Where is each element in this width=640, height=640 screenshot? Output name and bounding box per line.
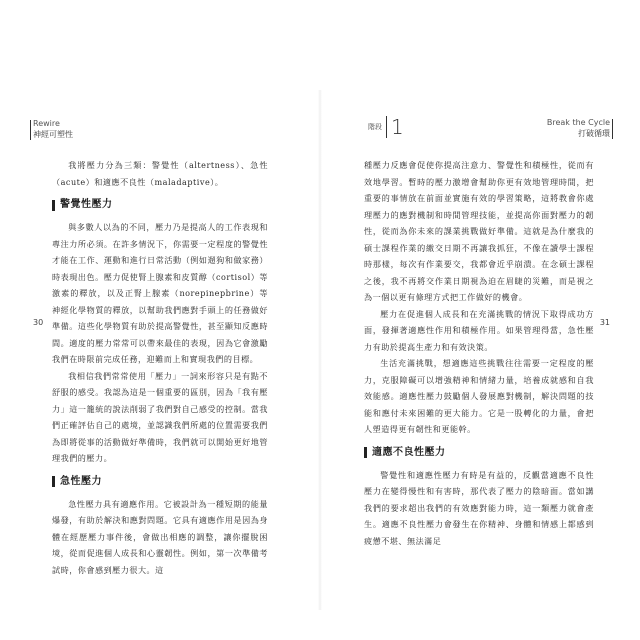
section-heading-maladaptive [364, 445, 594, 461]
page-number-right: 31 [599, 318, 610, 327]
section-heading-acute [52, 474, 268, 490]
heading-marker [52, 476, 55, 487]
heading-text: 急性壓力 [60, 475, 102, 487]
paragraph: 急性壓力具有適應作用。它被設計為一種短期的能量爆發，有助於解決和應對問題。它具有適應作用是因為身體在經歷壓力事件後，會做出相應的調整，讓你擺脫困境，從而促進個人成長和心靈韌性。例如，第一次準備考試時，你會感到壓力很大。這 [52, 498, 268, 575]
paragraph: 種壓力反應會促使你提高注意力、警覺性和積極性，從而有效地學習。暫時的壓力激增會幫助你更有效地管理時間，把重要的事情放在前面並實施有效的學習策略，這將教會你處理壓力的應對機制和時間管理技能，並提高你面對壓力的韌性，從而為你未來的課業挑戰做好準備。這就是為什麼我的碩士課程作業的繳交日期不再讓我抓狂，不像在讀學士課程時那樣，每次有作業要交，我都會近乎崩潰。在念碩士課程之後，我不再將交作業日期視為迫在眉睫的災難，而是視之為一個以更有條理方式把工作做好的機會。 [364, 160, 594, 302]
running-header-left [33, 118, 73, 140]
paragraph: 警覺性和適應性壓力有時是有益的，反觀當適應不良性壓力在變得慢性和有害時，那代表了壓力的陰暗面。當如講我們的要求超出我們的有效應對能力時，這一類壓力就會產生。適應不良性壓力會發生在你精神、身體和情感上都感到疲憊不堪、無法滿足 [364, 469, 594, 546]
header-chapter-subtitle: 打破循環 [578, 129, 610, 138]
chapter-step-marker [368, 116, 404, 138]
paragraph: 壓力在促進個人成長和在充滿挑戰的情況下取得成功方面，發揮著適應性作用和積極作用。如果管理得當，急性壓力有助於提高生產力和有效決策。 [364, 308, 594, 352]
paragraph: 與多數人以為的不同，壓力乃是提高人的工作表現和專注力所必須。在許多情況下，你需要一定程度的警覺性才能在工作、運動和進行日常活動（例如遛狗和做家務）時表現出色。壓力促使腎上腺素和皮質醇（cortisol）等激素的釋放，以及正腎上腺素（norepinepbrine）等神經化學物質的釋放，以幫助我們應對手頭上的任務做好準備。這些化學物質有助於提高警覺性，甚至顯知反應時間。適度的壓力常常可以帶來最佳的表現，因為它會激勵我們在時限前完成任務，迎難而上和實現我們的目標。 [52, 222, 268, 364]
header-book-title: Rewire [33, 119, 60, 128]
left-body-text [52, 157, 268, 578]
running-header-right [547, 117, 610, 139]
right-body-text [364, 157, 594, 549]
header-book-subtitle: 神經可塑性 [33, 130, 73, 139]
header-chapter-title: Break the Cycle [546, 118, 610, 127]
heading-text: 警覺性壓力 [60, 199, 113, 210]
right-page [320, 0, 640, 640]
header-rule [30, 120, 31, 140]
step-divider [386, 116, 387, 138]
intro-paragraph: 我將壓力分為三類：警覺性（altertness）、急性（acute）和適應不良性（maladaptive）。 [52, 160, 268, 187]
heading-text: 適應不良性壓力 [372, 446, 446, 458]
paragraph: 我相信我們常常使用「壓力」一詞來形容只是有點不舒服的感受。我認為這是一個重要的區別，因為「我有壓力」這一籠統的說法削弱了我們對自己感受的控制。當我們正確評估自己的處境，並認識我們所處的位置需要我們為即將從事的活動做好準備時，我們就可以開始更好地管理我們的壓力。 [52, 370, 268, 463]
paragraph: 生活充滿挑戰，想適應這些挑戰往往需要一定程度的壓力，克服障礙可以增強精神和情緒力量，培養成就感和自我效能感。適應性壓力鼓勵個人發展應對機制，解決問題的技能和應付未來困難的更大能力。它是一股轉化的力量，會把人塑造得更有韌性和更能幹。 [364, 358, 594, 434]
step-label: 階段 [368, 123, 382, 131]
header-rule [612, 119, 613, 139]
heading-marker [52, 200, 55, 211]
section-heading-alertness [52, 197, 268, 213]
heading-marker [364, 447, 367, 458]
page-number-left: 30 [33, 318, 44, 327]
step-number: 1 [391, 115, 404, 139]
